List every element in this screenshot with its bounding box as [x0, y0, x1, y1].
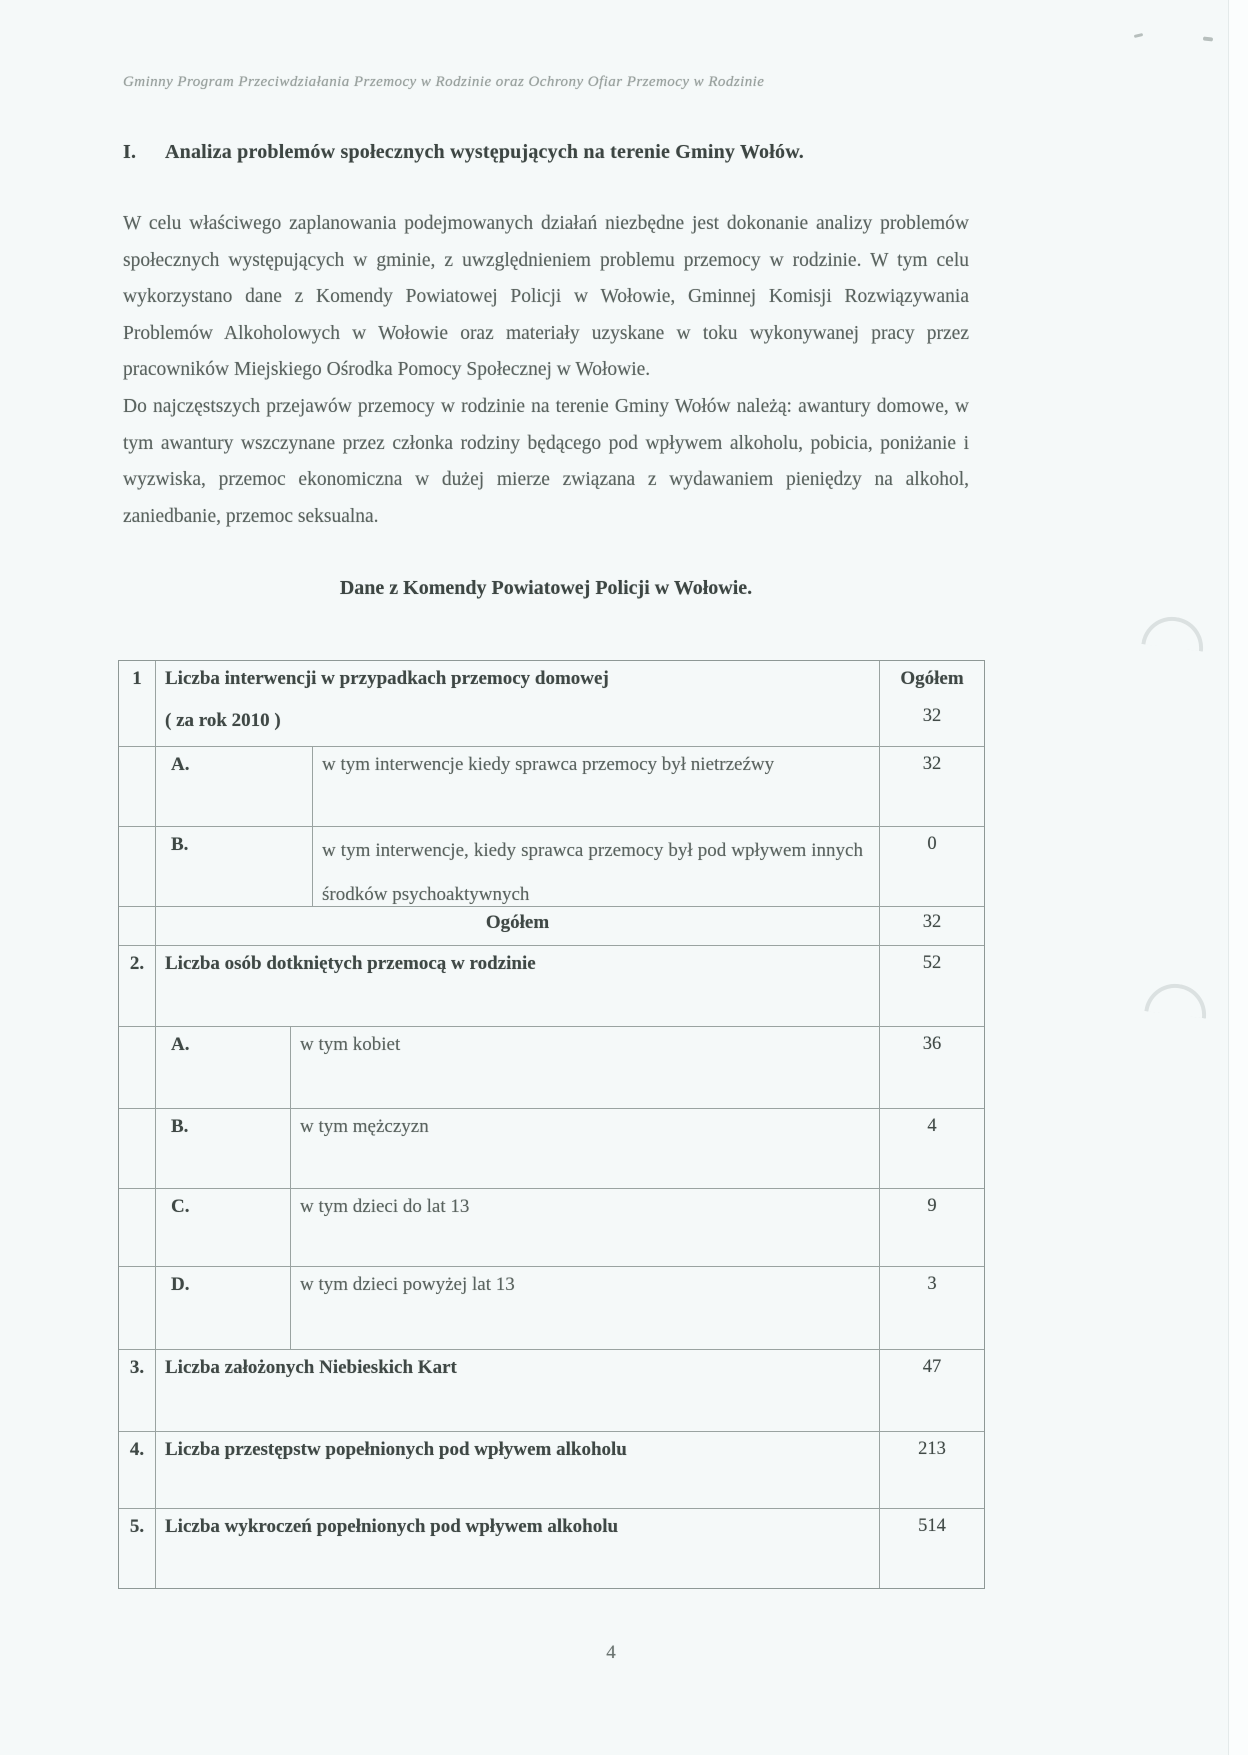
row-label: w tym dzieci powyżej lat 13 — [291, 1267, 880, 1349]
row-value: 32 — [922, 912, 942, 932]
table-row-2d — [119, 1266, 984, 1349]
row-label: w tym mężczyzn — [291, 1109, 880, 1188]
row-label: Liczba przestępstw popełnionych pod wpływem alkoholu — [156, 1432, 880, 1508]
row-letter: D. — [156, 1267, 291, 1349]
row-number-empty — [119, 1189, 156, 1266]
row-label: Ogółem — [156, 907, 880, 945]
row-label: w tym interwencje kiedy sprawca przemocy był nietrzeźwy — [313, 747, 880, 826]
body-paragraph-2: Do najczęstszych przejawów przemocy w rodzinie na terenie Gminy Wołów należą: awantury domowe, w tym awantury wszczynane przez członka rodziny będącego pod wpływem alkoholu, pobicia, poniżanie i wyzwiska, przemoc ekonomiczna w dużej mierze związana z wydawaniem pieniędzy na alkohol, zaniedbanie, przemoc seksualna. — [123, 395, 969, 527]
table-row-2c — [119, 1188, 984, 1266]
row-number-empty — [119, 907, 156, 945]
row-value: 9 — [927, 1196, 937, 1216]
table-row-1a — [119, 746, 984, 826]
row-number: 1 — [119, 661, 156, 746]
body-paragraph-1: W celu właściwego zaplanowania podejmowanych działań niezbędne jest dokonanie analizy problemów społecznych występujących w gminie, z uwzględnieniem problemu przemocy w rodzinie. W tym celu wykorzystano dane z Komendy Powiatowej Policji w Wołowie, Gminnej Komisji Rozwiązywania Problemów Alkoholowych w Wołowie oraz materiały uzyskane w toku wykonywanej pracy przez pracowników Miejskiego Ośrodka Pomocy Społecznej w Wołowie. — [123, 213, 969, 381]
table-row-4 — [119, 1431, 984, 1508]
row-label: Liczba założonych Niebieskich Kart — [156, 1350, 880, 1431]
row-label: w tym kobiet — [291, 1027, 880, 1108]
row-number: 4. — [119, 1432, 156, 1508]
table-row-3 — [119, 1349, 984, 1431]
row-value-cell — [880, 661, 984, 746]
page-number: 4 — [606, 1642, 616, 1663]
page-edge-shadow — [1228, 0, 1248, 1755]
row-number: 2. — [119, 946, 156, 1026]
row-number: 5. — [119, 1509, 156, 1588]
row-number-empty — [119, 827, 156, 906]
row-letter: B. — [156, 827, 313, 906]
row-letter: C. — [156, 1189, 291, 1266]
row-label: Liczba osób dotkniętych przemocą w rodzinie — [156, 946, 880, 1026]
row-value: 52 — [922, 953, 942, 973]
value-column-header: Ogółem — [900, 668, 964, 689]
table-row-total — [119, 906, 984, 945]
row-label: Liczba wykroczeń popełnionych pod wpływem alkoholu — [156, 1509, 880, 1588]
table-row-2 — [119, 945, 984, 1026]
table-row-2a — [119, 1026, 984, 1108]
row-value: 0 — [927, 834, 937, 854]
table-row-1 — [119, 661, 984, 746]
row-number-empty — [119, 1027, 156, 1108]
running-header: Gminny Program Przeciwdziałania Przemocy w Rodzinie oraz Ochrony Ofiar Przemocy w Rodzinie — [123, 74, 765, 90]
row-number-empty — [119, 747, 156, 826]
row-value: 36 — [922, 1034, 942, 1054]
hole-punch-mark-top — [1141, 613, 1206, 651]
scan-speck-2 — [1203, 36, 1213, 41]
row-value: 514 — [918, 1516, 946, 1536]
row-label: w tym dzieci do lat 13 — [291, 1189, 880, 1266]
heading-number: I. — [123, 141, 137, 163]
table-row-1b — [119, 826, 984, 906]
row-label-line1: Liczba interwencji w przypadkach przemocy domowej — [165, 668, 609, 689]
scan-speck-1 — [1134, 33, 1143, 38]
row-number-empty — [119, 1109, 156, 1188]
row-label: w tym interwencje, kiedy sprawca przemocy był pod wpływem innych środków psychoaktywnych — [313, 827, 880, 906]
table-subtitle: Dane z Komendy Powiatowej Policji w Wołowie. — [339, 577, 753, 599]
row-letter: A. — [156, 1027, 291, 1108]
row-number: 3. — [119, 1350, 156, 1431]
row-value: 47 — [922, 1357, 942, 1377]
table-row-2b — [119, 1108, 984, 1188]
heading-text: Analiza problemów społecznych występujących na terenie Gminy Wołów. — [165, 141, 804, 163]
row-value: 3 — [927, 1274, 937, 1294]
row-letter: A. — [156, 747, 313, 826]
row-label-line2: ( za rok 2010 ) — [165, 710, 281, 731]
row-label — [156, 661, 880, 746]
police-data-table — [118, 660, 985, 1589]
body-text — [123, 206, 969, 535]
row-value: 4 — [927, 1116, 937, 1136]
row-value: 32 — [922, 706, 942, 726]
row-number-empty — [119, 1267, 156, 1349]
table-row-5 — [119, 1508, 984, 1588]
row-value: 32 — [922, 754, 942, 774]
hole-punch-mark-bottom — [1144, 980, 1209, 1018]
row-letter: B. — [156, 1109, 291, 1188]
section-heading — [123, 141, 804, 164]
row-value: 213 — [918, 1439, 946, 1459]
